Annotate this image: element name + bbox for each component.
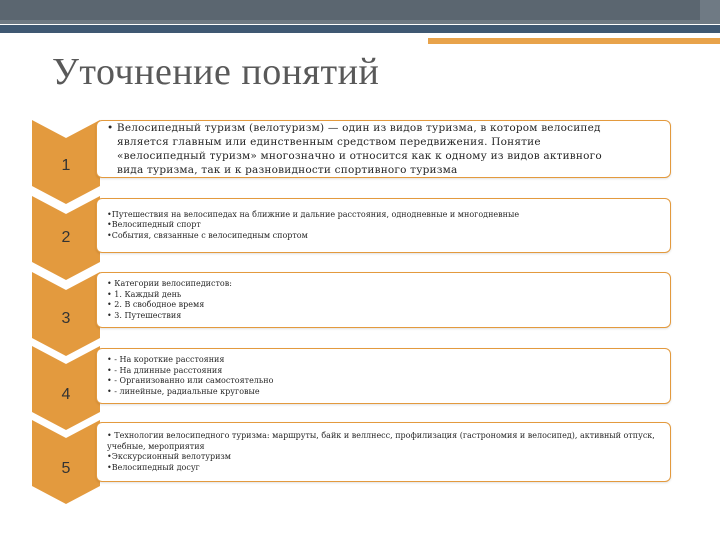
step-1-line: «велосипедный туризм» многозначно и относится как к одному из видов активного <box>117 150 602 162</box>
slide-title: Уточнение понятий <box>52 51 380 93</box>
top-banner <box>0 0 720 24</box>
step-4-line: • - Организованно или самостоятельно <box>107 376 274 385</box>
step-2-line: •События, связанные с велосипедным спортом <box>107 230 308 240</box>
step-2-number: 2 <box>61 229 71 246</box>
step-2-box <box>96 198 671 253</box>
top-banner-inner <box>0 0 700 20</box>
step-4-line: • - линейные, радиальные круговые <box>107 386 260 396</box>
step-5-box <box>96 422 671 482</box>
step-3-box <box>96 272 671 328</box>
accent-rule <box>428 38 720 44</box>
step-2-line: •Велосипедный спорт <box>107 220 201 230</box>
step-4-box <box>96 348 671 404</box>
step-3-line: • 2. В свободное время <box>107 300 205 309</box>
step-5-line: •Экскурсионный велотуризм <box>107 452 231 461</box>
step-3-line: • Категории велосипедистов: <box>107 279 232 288</box>
header-rule <box>0 25 720 33</box>
step-2-line: •Путешествия на велосипедах на ближние и дальние расстояния, однодневные и многодневные <box>107 209 520 219</box>
step-4-number: 4 <box>61 386 71 403</box>
step-1-line: является главным или единственным средством передвижения. Понятие <box>117 136 541 148</box>
step-4-line: • - На длинные расстояния <box>107 365 223 375</box>
step-1-line: вида туризма, так и к разновидности спортивного туризма <box>117 164 458 176</box>
step-5-line: •Велосипедный досуг <box>107 462 200 472</box>
step-5-number: 5 <box>61 460 71 477</box>
step-3-number: 3 <box>61 310 71 327</box>
step-1-line: • Велосипедный туризм (велотуризм) — один из видов туризма, в котором велосипед <box>107 122 601 134</box>
step-5-line: • Технологии велосипедного туризма: маршруты, байк и веллнесс, профилизация (гастрономия и велосипед), активный отпуск, учебные, мероприятия <box>107 431 655 451</box>
step-1-box <box>96 120 671 178</box>
step-1-number: 1 <box>61 157 71 174</box>
step-3-line: • 1. Каждый день <box>107 289 182 299</box>
step-4-line: • - На короткие расстояния <box>107 355 225 364</box>
step-3-line: • 3. Путешествия <box>107 310 182 320</box>
